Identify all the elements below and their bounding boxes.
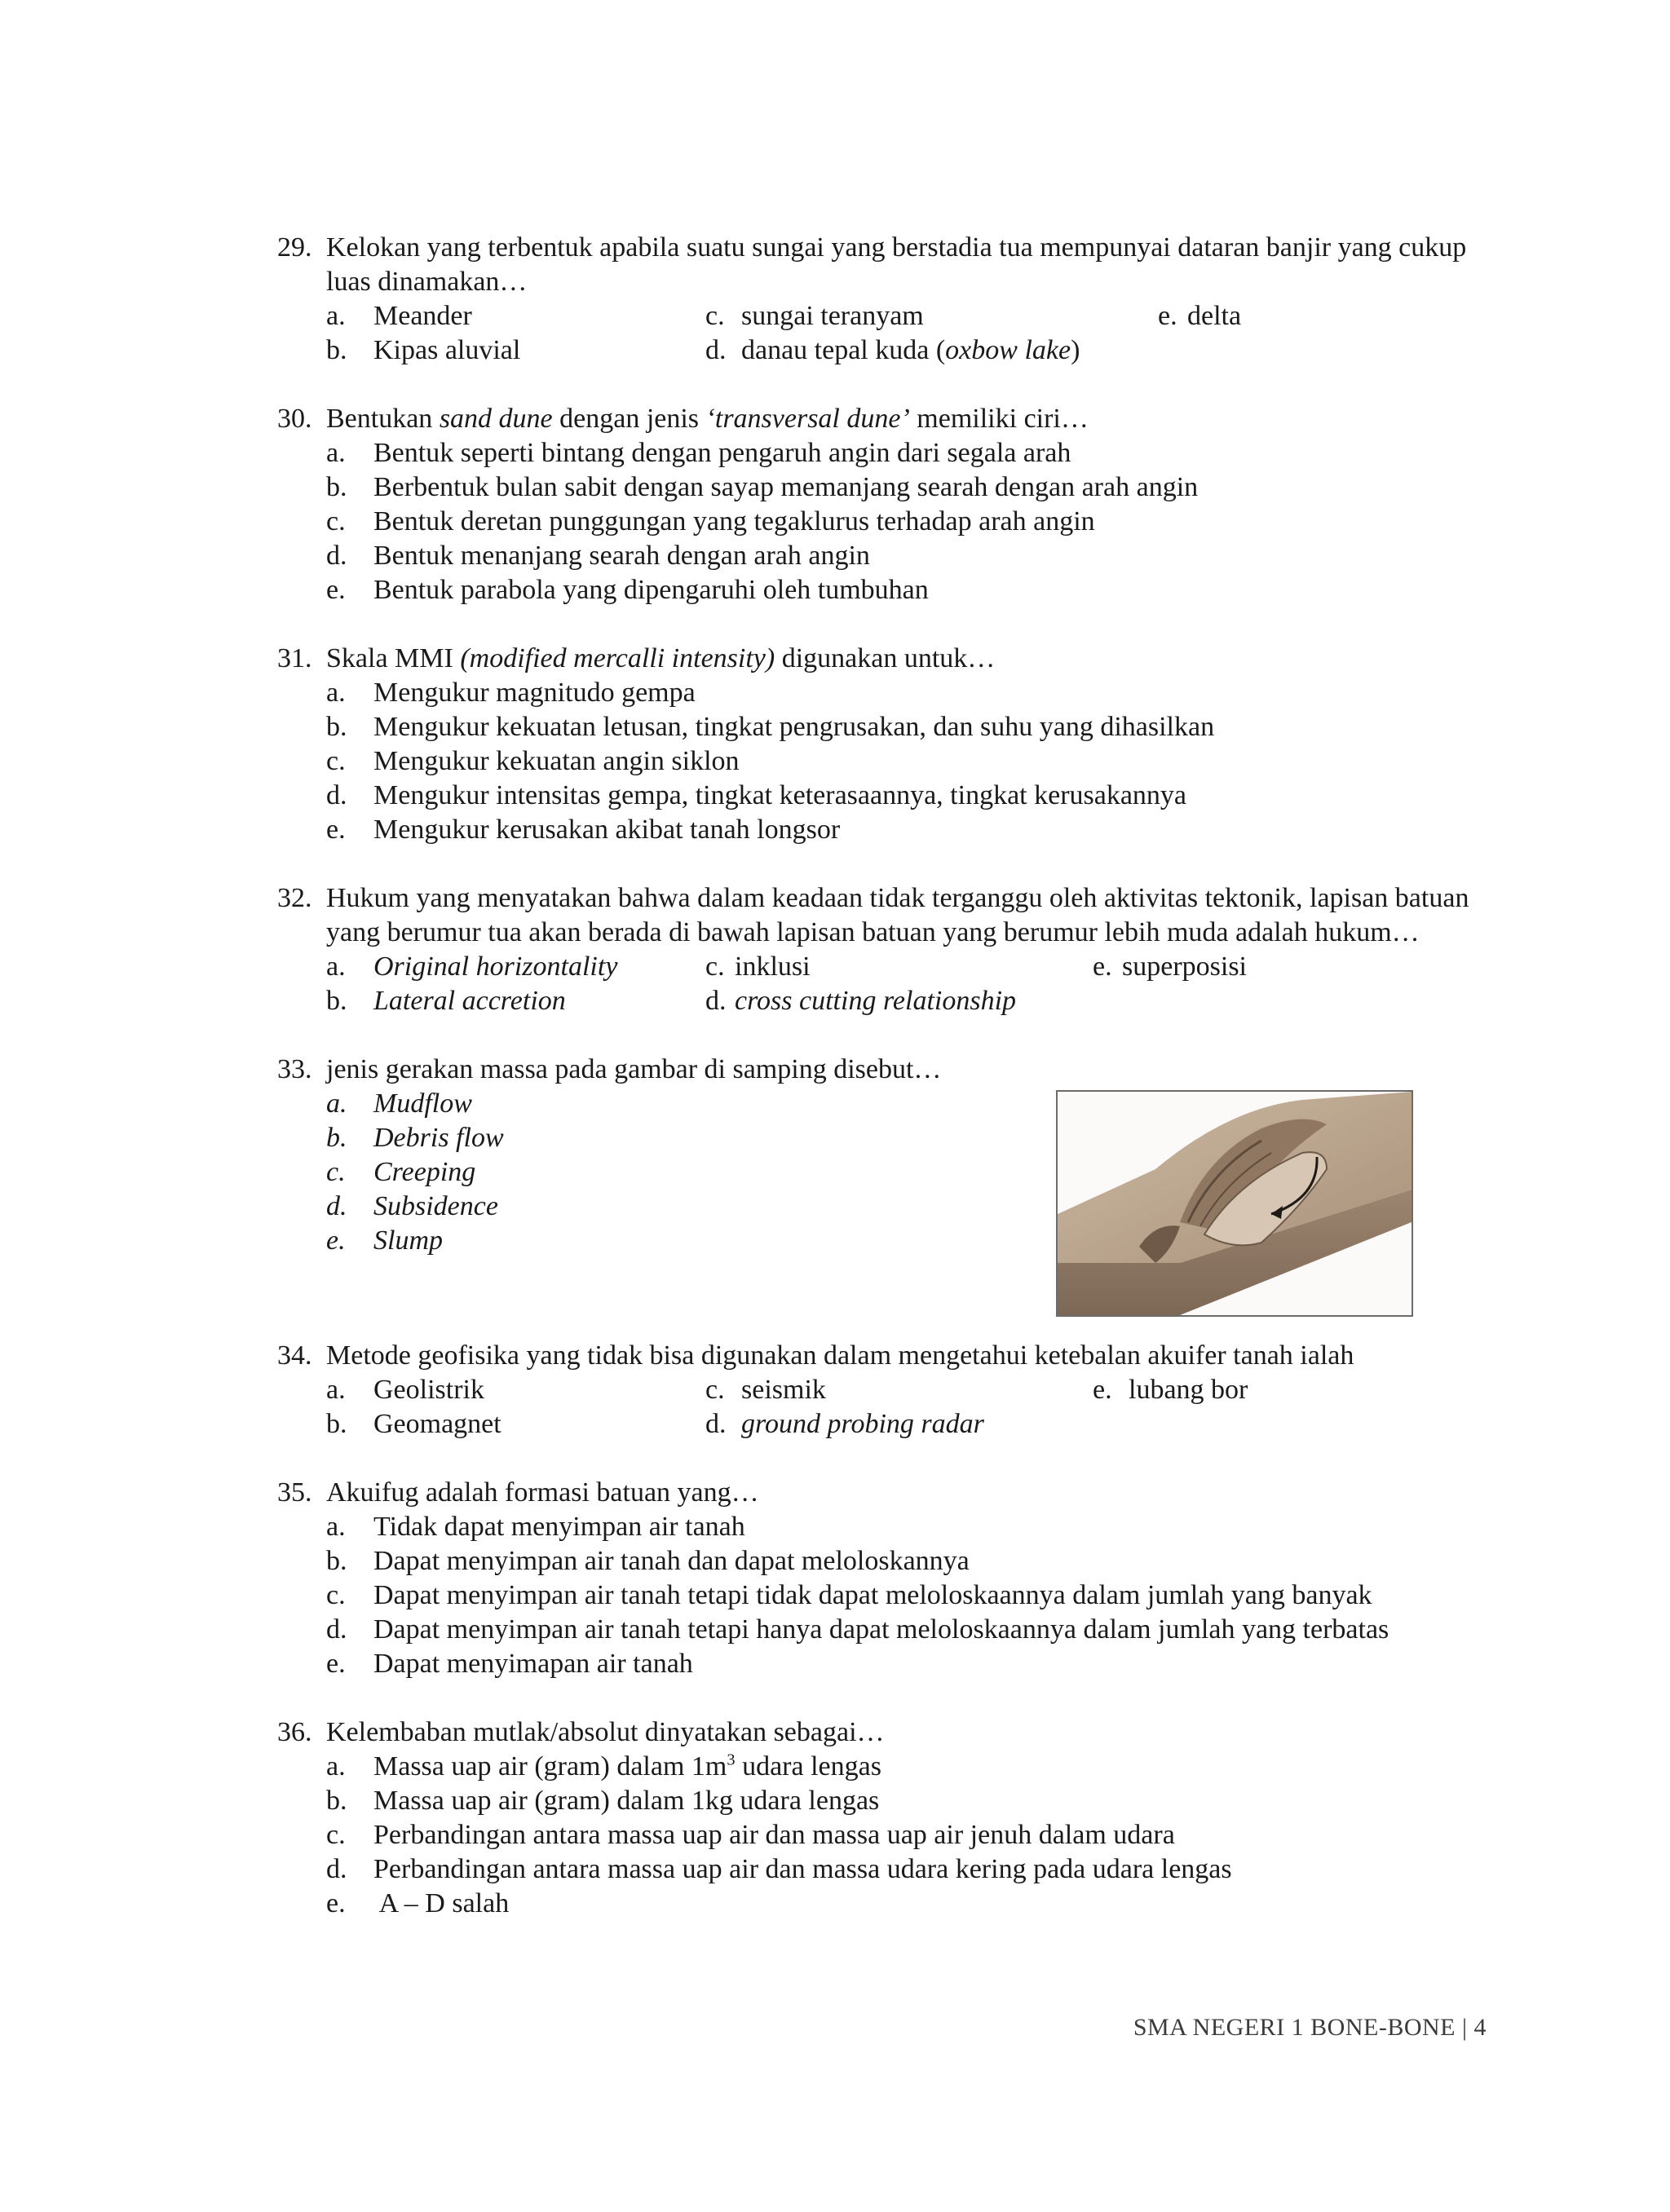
- option-text: ground probing radar: [741, 1409, 984, 1439]
- option-text: Dapat menyimpan air tanah tetapi tidak dapat meloloskaannya dalam jumlah yang banyak: [373, 1580, 1372, 1610]
- stem-text-italic: sand dune: [439, 404, 553, 434]
- option-c[interactable]: [326, 1818, 1484, 1852]
- option-a[interactable]: [326, 1750, 1484, 1784]
- question-number: 30.: [277, 404, 312, 434]
- option-label: e.: [326, 1888, 346, 1918]
- option-label: e.: [326, 1649, 346, 1679]
- option-label: a.: [326, 1512, 346, 1542]
- option-text: Geomagnet: [373, 1409, 501, 1439]
- options-list: [277, 676, 1484, 847]
- option-label: d.: [326, 1614, 347, 1645]
- option-label: a.: [326, 1375, 346, 1405]
- option-e[interactable]: [326, 573, 1484, 607]
- option-c[interactable]: [326, 1578, 1484, 1613]
- stem-text: Hukum yang menyatakan bahwa dalam keadaan tidak terganggu oleh aktivitas tektonik, lapisan batuan yang berumur tua akan berada di bawah lapisan batuan yang berumur lebih muda adalah hukum…: [326, 883, 1469, 947]
- option-c[interactable]: [705, 950, 1093, 984]
- option-text: Dapat menyimapan air tanah: [373, 1649, 693, 1679]
- option-c[interactable]: [326, 744, 1484, 779]
- option-label: a.: [326, 678, 346, 708]
- option-d[interactable]: [326, 1852, 1484, 1887]
- option-a[interactable]: [326, 299, 705, 333]
- option-a[interactable]: [326, 1510, 1484, 1544]
- option-label: c.: [326, 746, 346, 776]
- option-e[interactable]: [326, 813, 1484, 847]
- option-text: Massa uap air (gram) dalam 1kg udara lengas: [373, 1786, 880, 1816]
- option-text: lubang bor: [1129, 1375, 1248, 1405]
- option-label: c.: [326, 1580, 346, 1610]
- option-label: a.: [326, 951, 346, 982]
- options-list: [277, 1750, 1484, 1921]
- option-text: Mengukur kerusakan akibat tanah longsor: [373, 815, 841, 845]
- options-grid: [277, 299, 1484, 368]
- option-c[interactable]: [326, 505, 1484, 539]
- question-32: [277, 881, 1484, 1018]
- option-text: Kipas aluvial: [373, 335, 521, 365]
- option-text: Slump: [373, 1225, 443, 1256]
- option-text: Mudflow: [373, 1088, 472, 1119]
- option-label: d.: [326, 541, 347, 571]
- slump-illustration: [1056, 1090, 1413, 1317]
- option-label: d.: [705, 1409, 727, 1439]
- question-number: 31.: [277, 643, 312, 673]
- option-text: [741, 335, 1080, 365]
- superscript: 3: [727, 1751, 736, 1769]
- option-text: Lateral accretion: [373, 986, 566, 1016]
- option-text: Dapat menyimpan air tanah tetapi hanya dapat meloloskaannya dalam jumlah yang terbatas: [373, 1614, 1389, 1645]
- option-text: Perbandingan antara massa uap air dan massa udara kering pada udara lengas: [373, 1854, 1232, 1884]
- question-36: [277, 1715, 1484, 1921]
- stem-text: Metode geofisika yang tidak bisa digunakan dalam mengetahui ketebalan akuifer tanah ialah: [326, 1340, 1354, 1371]
- option-label: d.: [326, 1854, 347, 1884]
- stem-text: Skala MMI: [326, 643, 461, 673]
- option-label: d.: [705, 986, 727, 1016]
- option-text: Bentuk menanjang searah dengan arah angin: [373, 541, 870, 571]
- option-b[interactable]: [326, 333, 705, 368]
- question-number: 36.: [277, 1717, 312, 1747]
- option-text: inklusi: [735, 951, 811, 982]
- question-stem: [277, 1476, 1484, 1510]
- option-text: Geolistrik: [373, 1375, 484, 1405]
- option-text: Berbentuk bulan sabit dengan sayap memanjang searah dengan arah angin: [373, 472, 1199, 502]
- option-text: delta: [1187, 301, 1242, 331]
- option-label: b.: [326, 472, 347, 502]
- option-text: A – D salah: [373, 1888, 510, 1918]
- question-stem: [277, 881, 1484, 950]
- question-29: [277, 231, 1484, 368]
- option-e[interactable]: [326, 1887, 1484, 1921]
- stem-text: memiliki ciri…: [909, 404, 1089, 434]
- option-text: [373, 1751, 881, 1782]
- question-number: 32.: [277, 883, 312, 913]
- option-text: Dapat menyimpan air tanah dan dapat meloloskannya: [373, 1546, 970, 1576]
- option-b[interactable]: [326, 984, 705, 1018]
- stem-text-italic: (modified mercalli intensity): [460, 643, 775, 673]
- option-d[interactable]: [705, 333, 1093, 368]
- page-footer: SMA NEGERI 1 BONE-BONE | 4: [1133, 2014, 1487, 2041]
- option-label: e.: [1093, 951, 1112, 982]
- question-number: 29.: [277, 232, 312, 263]
- option-label: a.: [326, 1751, 346, 1782]
- option-b[interactable]: [326, 1544, 1484, 1578]
- option-e[interactable]: [1093, 950, 1484, 984]
- option-text: Tidak dapat menyimpan air tanah: [373, 1512, 745, 1542]
- option-text: Subsidence: [373, 1191, 498, 1221]
- option-e[interactable]: [1158, 299, 1484, 333]
- option-text: Creeping: [373, 1157, 476, 1187]
- option-d[interactable]: [705, 984, 1093, 1018]
- option-label: a.: [326, 438, 346, 468]
- option-e[interactable]: [326, 1647, 1484, 1681]
- option-label: d.: [326, 1191, 347, 1221]
- option-c[interactable]: [705, 1373, 1093, 1407]
- question-number: 33.: [277, 1054, 312, 1084]
- option-a[interactable]: [326, 950, 705, 984]
- option-text: Bentuk seperti bintang dengan pengaruh angin dari segala arah: [373, 438, 1071, 468]
- option-label: d.: [705, 335, 727, 365]
- option-label: b.: [326, 335, 347, 365]
- option-text: Meander: [373, 301, 472, 331]
- option-label: e.: [1158, 301, 1177, 331]
- options-grid: [277, 950, 1484, 1018]
- stem-text: Bentukan: [326, 404, 440, 434]
- option-label: e.: [1093, 1375, 1112, 1405]
- question-stem: [277, 402, 1484, 436]
- option-text: Bentuk deretan punggungan yang tegaklurus terhadap arah angin: [373, 506, 1095, 536]
- question-stem: [277, 1053, 1484, 1087]
- option-e[interactable]: [1093, 1373, 1484, 1407]
- option-a[interactable]: [326, 676, 1484, 710]
- option-label: c.: [705, 301, 725, 331]
- text-part-italic: oxbow lake: [945, 335, 1071, 365]
- stem-text: Kelokan yang terbentuk apabila suatu sungai yang berstadia tua mempunyai dataran banjir yang cukup luas dinamakan…: [326, 232, 1467, 297]
- options-list: [277, 1510, 1484, 1681]
- option-c[interactable]: [705, 299, 1093, 333]
- text-part: udara lengas: [735, 1751, 881, 1782]
- option-d[interactable]: [705, 1407, 1093, 1442]
- option-b[interactable]: [326, 710, 1484, 744]
- option-label: b.: [326, 1786, 347, 1816]
- option-label: b.: [326, 712, 347, 742]
- stem-text: Kelembaban mutlak/absolut dinyatakan sebagai…: [326, 1717, 885, 1747]
- option-text: Mengukur magnitudo gempa: [373, 678, 696, 708]
- question-stem: [277, 642, 1484, 676]
- question-30: [277, 402, 1484, 607]
- option-d[interactable]: [326, 779, 1484, 813]
- option-text: Mengukur intensitas gempa, tingkat keterasaannya, tingkat kerusakannya: [373, 780, 1187, 810]
- option-text: Perbandingan antara massa uap air dan massa uap air jenuh dalam udara: [373, 1820, 1175, 1850]
- option-text: Bentuk parabola yang dipengaruhi oleh tumbuhan: [373, 575, 929, 605]
- option-label: b.: [326, 986, 347, 1016]
- option-text: seismik: [741, 1375, 826, 1405]
- option-label: d.: [326, 780, 347, 810]
- option-d[interactable]: [326, 539, 1484, 573]
- option-label: a.: [326, 301, 346, 331]
- options-list: [277, 436, 1484, 607]
- option-label: b.: [326, 1409, 347, 1439]
- option-d[interactable]: [326, 1613, 1484, 1647]
- option-label: c.: [705, 1375, 725, 1405]
- options-grid: [277, 1373, 1484, 1442]
- option-label: a.: [326, 1088, 347, 1119]
- question-35: [277, 1476, 1484, 1681]
- option-text: Debris flow: [373, 1123, 504, 1153]
- option-label: c.: [326, 506, 346, 536]
- text-part: Massa uap air (gram) dalam 1m: [373, 1751, 727, 1782]
- option-text: Mengukur kekuatan angin siklon: [373, 746, 740, 776]
- text-part: ): [1071, 335, 1080, 365]
- option-label: c.: [705, 951, 725, 982]
- option-label: e.: [326, 575, 346, 605]
- option-label: b.: [326, 1546, 347, 1576]
- stem-text: dengan jenis: [552, 404, 706, 434]
- option-a[interactable]: [326, 436, 1484, 470]
- question-number: 34.: [277, 1340, 312, 1371]
- stem-text-italic: ‘transversal dune’: [705, 404, 910, 434]
- text-part: danau tepal kuda (: [741, 335, 946, 365]
- question-34: [277, 1339, 1484, 1442]
- option-b[interactable]: [326, 1407, 705, 1442]
- question-stem: [277, 1339, 1484, 1373]
- option-label: c.: [326, 1157, 346, 1187]
- option-label: c.: [326, 1820, 346, 1850]
- option-label: e.: [326, 815, 346, 845]
- option-label: e.: [326, 1225, 346, 1256]
- option-text: cross cutting relationship: [735, 986, 1017, 1016]
- option-b[interactable]: [326, 1784, 1484, 1818]
- question-31: [277, 642, 1484, 847]
- question-stem: [277, 231, 1484, 299]
- option-text: Mengukur kekuatan letusan, tingkat pengrusakan, dan suhu yang dihasilkan: [373, 712, 1215, 742]
- stem-text: Akuifug adalah formasi batuan yang…: [326, 1477, 759, 1508]
- slump-diagram-graphic: [1058, 1092, 1412, 1315]
- stem-text: jenis gerakan massa pada gambar di samping disebut…: [326, 1054, 942, 1084]
- option-text: superposisi: [1122, 951, 1247, 982]
- option-a[interactable]: [326, 1373, 705, 1407]
- question-stem: [277, 1715, 1484, 1750]
- option-text: Original horizontality: [373, 951, 618, 982]
- stem-text: digunakan untuk…: [775, 643, 996, 673]
- option-text: sungai teranyam: [741, 301, 924, 331]
- option-label: b.: [326, 1123, 347, 1153]
- question-number: 35.: [277, 1477, 312, 1508]
- option-b[interactable]: [326, 470, 1484, 505]
